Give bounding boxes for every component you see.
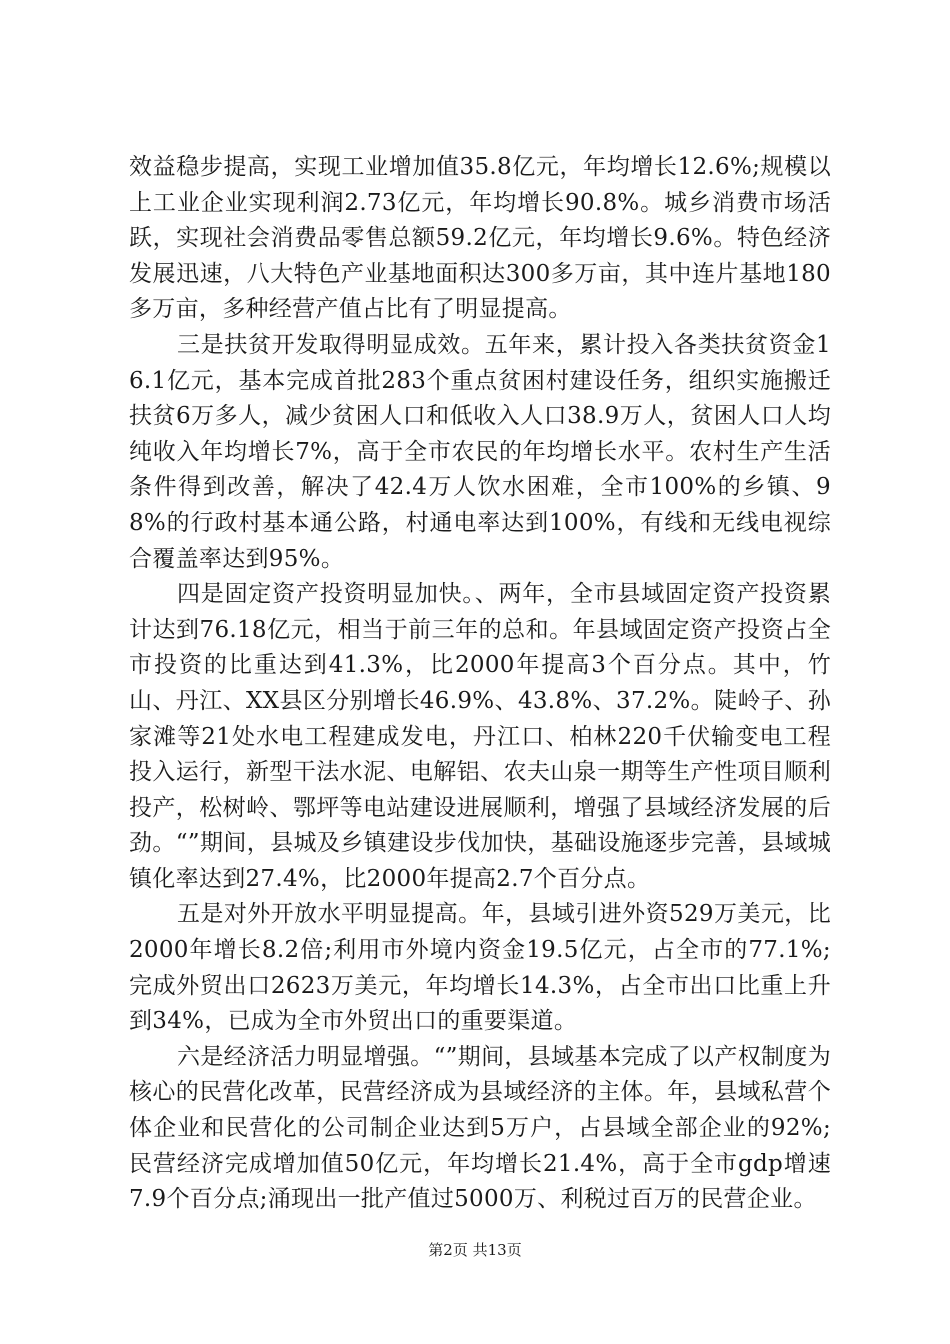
page-number-label: 第2页 共13页: [428, 1241, 522, 1259]
paragraph-fixed-asset-investment: 四是固定资产投资明显加快。、两年，全市县域固定资产投资累计达到76.18亿元，相当于前三年的总和。年县域固定资产投资占全市投资的比重达到41.3%，比2000年提高3个百分点。其中，竹山、丹江、XX县区分别增长46.9%、43.8%、37.2%。陡岭子、孙家滩等21处水电工程建成发电，丹江口、柏林220千伏输变电工程投入运行，新型干法水泥、电解铝、农夫山泉一期等生产性项目顺利投产，松树岭、鄂坪等电站建设进展顺利，增强了县域经济发展的后劲。“”期间，县城及乡镇建设步伐加快，基础设施逐步完善，县域城镇化率达到27.4%，比2000年提高2.7个百分点。: [129, 581, 831, 892]
paragraph-economic-vitality: 六是经济活力明显增强。“”期间，县域基本完成了以产权制度为核心的民营化改革，民营经济成为县域经济的主体。年，县域私营个体企业和民营化的公司制企业达到5万户，占县域全部企业的92%;民营经济完成增加值50亿元，年均增长21.4%，高于全市gdp增速7.9个百分点;涌现出一批产值过5000万、利税过百万的民营企业。: [129, 1043, 831, 1213]
paragraph-opening-up: 五是对外开放水平明显提高。年，县域引进外资529万美元，比2000年增长8.2倍;利用市外境内资金19.5亿元，占全市的77.1%;完成外贸出口2623万美元，年均增长14.3%，占全市出口比重上升到34%，已成为全市外贸出口的重要渠道。: [129, 901, 831, 1035]
paragraph-poverty-alleviation: 三是扶贫开发取得明显成效。五年来，累计投入各类扶贫资金16.1亿元，基本完成首批283个重点贫困村建设任务，组织实施搬迁扶贫6万多人，减少贫困人口和低收入人口38.9万人，贫困人口人均纯收入年均增长7%，高于全市农民的年均增长水平。农村生产生活条件得到改善，解决了42.4万人饮水困难，全市100%的乡镇、98%的行政村基本通公路，村通电率达到100%，有线和无线电视综合覆盖率达到95%。: [129, 331, 831, 572]
page-footer: [0, 1240, 950, 1260]
paragraph-continuation: 效益稳步提高，实现工业增加值35.8亿元，年均增长12.6%;规模以上工业企业实现利润2.73亿元，年均增长90.8%。城乡消费市场活跃，实现社会消费品零售总额59.2亿元，年均增长9.6%。特色经济发展迅速，八大特色产业基地面积达300多万亩，其中连片基地180多万亩，多种经营产值占比有了明显提高。: [129, 154, 831, 323]
document-body: [129, 150, 831, 1218]
